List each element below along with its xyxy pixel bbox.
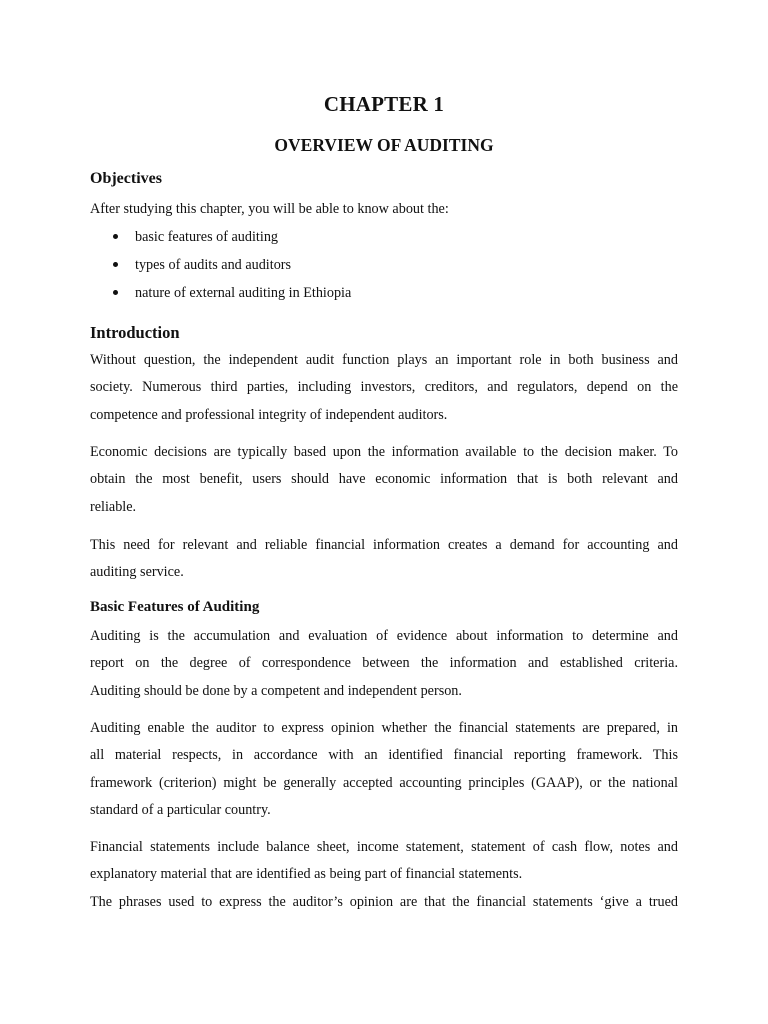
objectives-intro: After studying this chapter, you will be able to know about the: [90,201,449,217]
objective-item: nature of external auditing in Ethiopia [113,283,351,311]
objectives-heading: Objectives [90,170,162,187]
bullet-icon [113,234,118,239]
bullet-icon [113,262,118,267]
introduction-paragraph: This need for relevant and reliable financial information creates a demand for accounting and auditing service. [90,537,678,581]
objective-item: types of audits and auditors [113,255,351,283]
introduction-paragraph: Without question, the independent audit function plays an important role in both business and society. Numerous third parties, including investors, creditors, and regulators, depend on the competence and professional integrity of independent auditors. [90,352,678,423]
basic-features-paragraph: Auditing enable the auditor to express opinion whether the financial statements are prepared, in all material respects, in accordance with an identified financial reporting framework. This framework (criterion) might be generally accepted accounting principles (GAAP), or the national standard of a particular country. [90,720,678,818]
chapter-title: CHAPTER 1 [323,92,445,116]
basic-features-heading: Basic Features of Auditing [90,599,260,615]
chapter-subtitle: OVERVIEW OF AUDITING [274,135,494,155]
basic-features-paragraph: Auditing is the accumulation and evaluation of evidence about information to determine and report on the degree of correspondence between the information and established criteria. Auditing should be done by a competent and independent person. [90,628,678,699]
introduction-heading: Introduction [90,323,180,342]
bullet-icon [113,290,118,295]
introduction-paragraph: Economic decisions are typically based upon the information available to the decision maker. To obtain the most benefit, users should have economic information that is both relevant and reliable. [90,444,678,515]
objectives-list [113,227,351,311]
objective-item: basic features of auditing [113,227,351,255]
basic-features-paragraph: Financial statements include balance sheet, income statement, statement of cash flow, notes and explanatory material that are identified as being part of financial statements. The phrases used to express the auditor’s opinion are that the financial statements ‘give a trued [90,839,678,910]
